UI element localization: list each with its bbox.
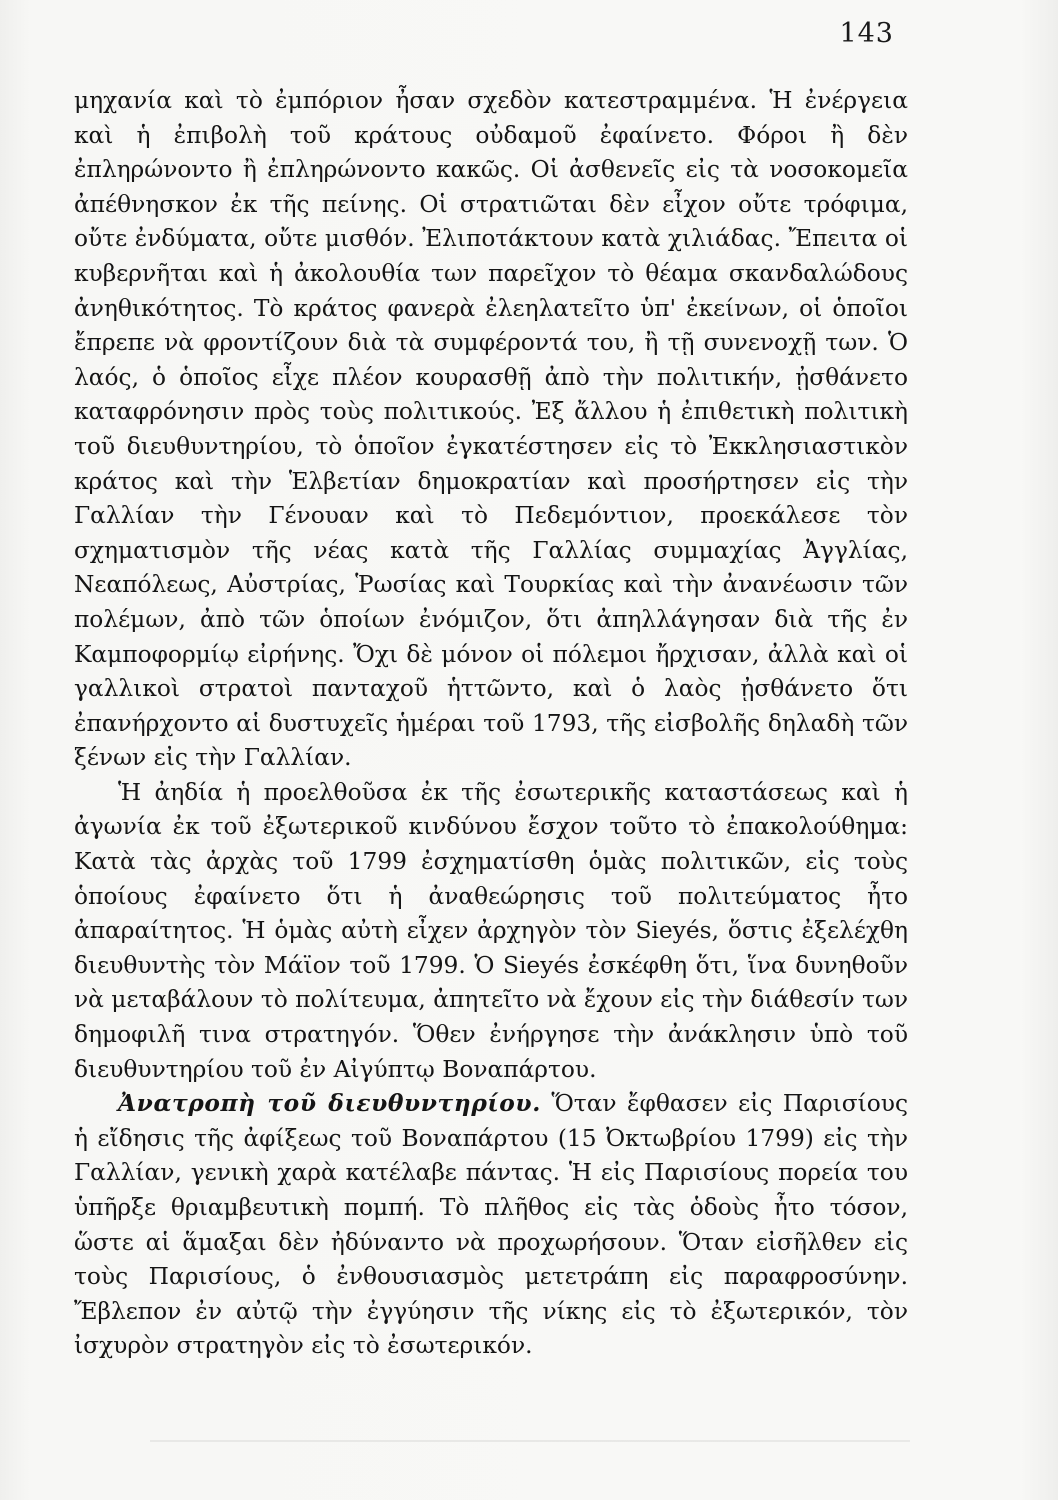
page-number: 143 bbox=[839, 18, 894, 49]
paragraph-1 bbox=[74, 84, 908, 776]
body-text bbox=[74, 84, 908, 1364]
paragraph-3-text: Ὅταν ἔφθασεν εἰς Παρισίους ἡ εἴδησις τῆς ἀφίξεως τοῦ Βοναπάρτου (15 Ὀκτωβρίου 1799) εἰς τὴν Γαλλίαν, γενικὴ χαρὰ κατέλαβε πάντας. Ἡ εἰς Παρισίους πορεία του ὑπῆρξε θριαμβευτικὴ πομπή. Τὸ πλῆθος εἰς τὰς ὁδοὺς ἦτο τόσον, ὥστε αἱ ἅμαξαι δὲν ἠδύναντο νὰ προχωρήσουν. Ὅταν εἰσῆλθεν εἰς τοὺς Παρισίους, ὁ ἐνθουσιασμὸς μετετράπη εἰς παραφροσύνην. Ἔβλεπον ἐν αὐτῷ τὴν ἐγγύησιν τῆς νίκης εἰς τὸ ἐξωτερικόν, τὸν ἰσχυρὸν στρατηγὸν εἰς τὸ ἐσωτερικόν. bbox=[74, 1090, 908, 1360]
paragraph-2-text: Ἡ ἀηδία ἡ προελθοῦσα ἐκ τῆς ἐσωτερικῆς καταστάσεως καὶ ἡ ἀγωνία ἐκ τοῦ ἐξωτερικοῦ κινδύνου ἔσχον τοῦτο τὸ ἐπακολούθημα: Κατὰ τὰς ἀρχὰς τοῦ 1799 ἐσχηματίσθη ὁμὰς πολιτικῶν, εἰς τοὺς ὁποίους ἐφαίνετο ὅτι ἡ ἀναθεώρησις τοῦ πολιτεύματος ἦτο ἀπαραίτητος. Ἡ ὁμὰς αὐτὴ εἶχεν ἀρχηγὸν τὸν Sieyés, ὅστις ἐξελέχθη διευθυντὴς τὸν Μάϊον τοῦ 1799. Ὁ Sieyés ἐσκέφθη ὅτι, ἵνα δυνηθοῦν νὰ μεταβάλουν τὸ πολίτευμα, ἀπητεῖτο νὰ ἔχουν εἰς τὴν διάθεσίν των δημοφιλῆ τινα στρατηγόν. Ὅθεν ἐνήργησε τὴν ἀνάκλησιν ὑπὸ τοῦ διευθυντηρίου τοῦ ἐν Αἰγύπτῳ Βοναπάρτου. bbox=[74, 778, 909, 1083]
paragraph-1-text: μηχανία καὶ τὸ ἐμπόριον ἦσαν σχεδὸν κατεστραμμένα. Ἡ ἐνέργεια καὶ ἡ ἐπιβολὴ τοῦ κράτους οὐδαμοῦ ἐφαίνετο. Φόροι ἢ δὲν ἐπληρώνοντο ἢ ἐπληρώνοντο κακῶς. Οἱ ἀσθενεῖς εἰς τὰ νοσοκομεῖα ἀπέθνησκον ἐκ τῆς πείνης. Οἱ στρατιῶται δὲν εἶχον οὔτε τρόφιμα, οὔτε ἐνδύματα, οὔτε μισθόν. Ἐλιποτάκτουν κατὰ χιλιάδας. Ἔπειτα οἱ κυβερνῆται καὶ ἡ ἀκολουθία των παρεῖχον τὸ θέαμα σκανδαλώδους ἀνηθικότητος. Τὸ κράτος φανερὰ ἐλεηλατεῖτο ὑπ' ἐκείνων, οἱ ὁποῖοι ἔπρεπε νὰ φροντίζουν διὰ τὰ συμφέροντά του, ἢ τῇ συνενοχῇ των. Ὁ λαός, ὁ ὁποῖος εἶχε πλέον κουρασθῇ ἀπὸ τὴν πολιτικήν, ᾐσθάνετο καταφρόνησιν πρὸς τοὺς πολιτικούς. Ἐξ ἄλλου ἡ ἐπιθετικὴ πολιτικὴ τοῦ διευθυντηρίου, τὸ ὁποῖον ἐγκατέστησεν εἰς τὸ Ἐκκλησιαστικὸν κράτος καὶ τὴν Ἑλβετίαν δημοκρατίαν καὶ προσήρτησεν εἰς τὴν Γαλλίαν τὴν Γένουαν καὶ τὸ Πεδεμόντιον, προεκάλεσε τὸν σχηματισμὸν τῆς νέας κατὰ τῆς Γαλλίας συμμαχίας Ἀγγλίας, Νεαπόλεως, Αὐστρίας, Ῥωσίας καὶ Τουρκίας καὶ τὴν ἀνανέωσιν τῶν πολέμων, ἀπὸ τῶν ὁποίων ἐνόμιζον, ὅτι ἀπηλλάγησαν διὰ τῆς ἐν Καμποφορμίῳ εἰρήνης. Ὄχι δὲ μόνον οἱ πόλεμοι ἤρχισαν, ἀλλὰ καὶ οἱ γαλλικοὶ στρατοὶ πανταχοῦ ἡττῶντο, καὶ ὁ λαὸς ᾐσθάνετο ὅτι ἐπανήρχοντο αἱ δυστυχεῖς ἡμέραι τοῦ 1793, τῆς εἰσβολῆς δηλαδὴ τῶν ξένων εἰς τὴν Γαλλίαν. bbox=[74, 87, 908, 772]
section-heading: Ἀνατροπὴ τοῦ διευθυντηρίου. bbox=[118, 1090, 541, 1118]
paragraph-3 bbox=[74, 1087, 908, 1364]
paragraph-2 bbox=[74, 776, 908, 1087]
show-through-line bbox=[150, 1440, 910, 1442]
